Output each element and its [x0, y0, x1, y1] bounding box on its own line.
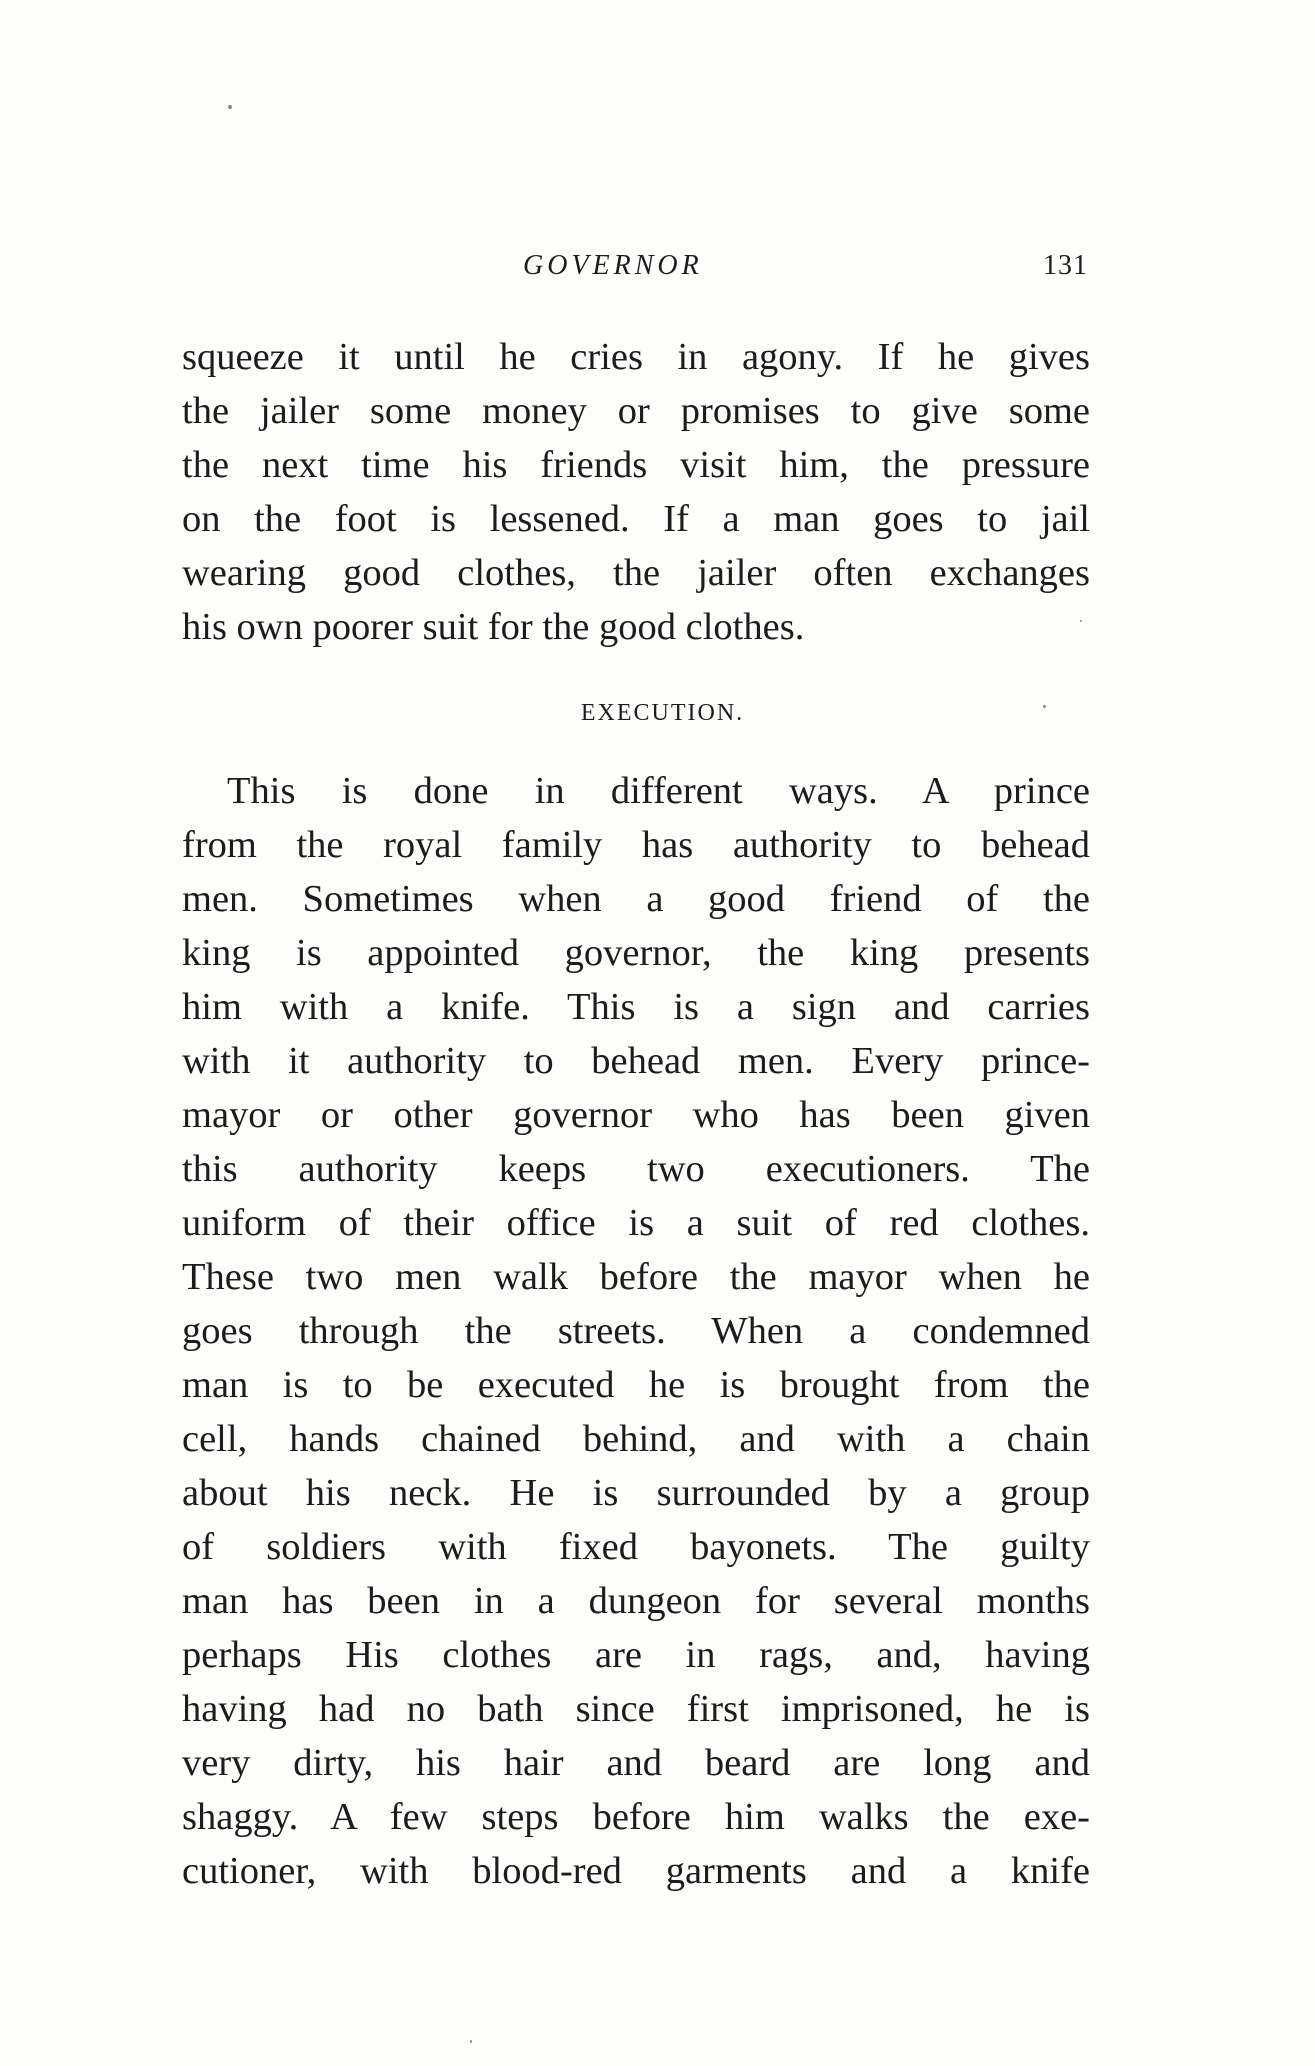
text-line: mayor or other governor who has been given — [182, 1094, 1090, 1136]
text-line: man has been in a dungeon for several months — [182, 1580, 1090, 1622]
text-line: on the foot is lessened. If a man goes to jail — [182, 498, 1090, 540]
text-line: men. Sometimes when a good friend of the — [182, 878, 1090, 920]
paragraph-execution — [182, 764, 1090, 1898]
text-line: with it authority to behead men. Every prince- — [182, 1040, 1090, 1082]
text-line: about his neck. He is surrounded by a group — [182, 1472, 1090, 1514]
text-line: very dirty, his hair and beard are long and — [182, 1742, 1090, 1784]
text-line: this authority keeps two executioners. The — [182, 1148, 1090, 1190]
text-line: having had no bath since first imprisoned, he is — [182, 1688, 1090, 1730]
text-line: uniform of their office is a suit of red clothes. — [182, 1202, 1090, 1244]
text-line: goes through the streets. When a condemned — [182, 1310, 1090, 1352]
paragraph-jailer — [182, 330, 1090, 654]
text-line: from the royal family has authority to behead — [182, 824, 1090, 866]
text-line: perhaps His clothes are in rags, and, having — [182, 1634, 1090, 1676]
scan-speck — [228, 105, 232, 109]
text-line: cell, hands chained behind, and with a chain — [182, 1418, 1090, 1460]
text-line: This is done in different ways. A prince — [227, 770, 1090, 812]
text-line: wearing good clothes, the jailer often exchanges — [182, 552, 1090, 594]
text-line: king is appointed governor, the king presents — [182, 932, 1090, 974]
scan-speck — [1043, 705, 1046, 708]
text-line: squeeze it until he cries in agony. If he gives — [182, 336, 1090, 378]
text-line: the next time his friends visit him, the pressure — [182, 444, 1090, 486]
text-line: These two men walk before the mayor when he — [182, 1256, 1090, 1298]
text-line: cutioner, with blood-red garments and a knife — [182, 1850, 1090, 1892]
running-head — [0, 250, 1315, 290]
text-line: shaggy. A few steps before him walks the exe- — [182, 1796, 1090, 1838]
text-line: man is to be executed he is brought from the — [182, 1364, 1090, 1406]
section-heading: EXECUTION. — [580, 700, 745, 726]
scan-speck — [1080, 620, 1082, 622]
text-line: the jailer some money or promises to give some — [182, 390, 1090, 432]
text-line: him with a knife. This is a sign and carries — [182, 986, 1090, 1028]
page-number: 131 — [1043, 250, 1088, 281]
text-line: his own poorer suit for the good clothes. — [182, 606, 805, 648]
text-line: of soldiers with fixed bayonets. The guilty — [182, 1526, 1090, 1568]
scan-speck — [470, 2040, 472, 2043]
running-title: GOVERNOR — [523, 250, 703, 281]
